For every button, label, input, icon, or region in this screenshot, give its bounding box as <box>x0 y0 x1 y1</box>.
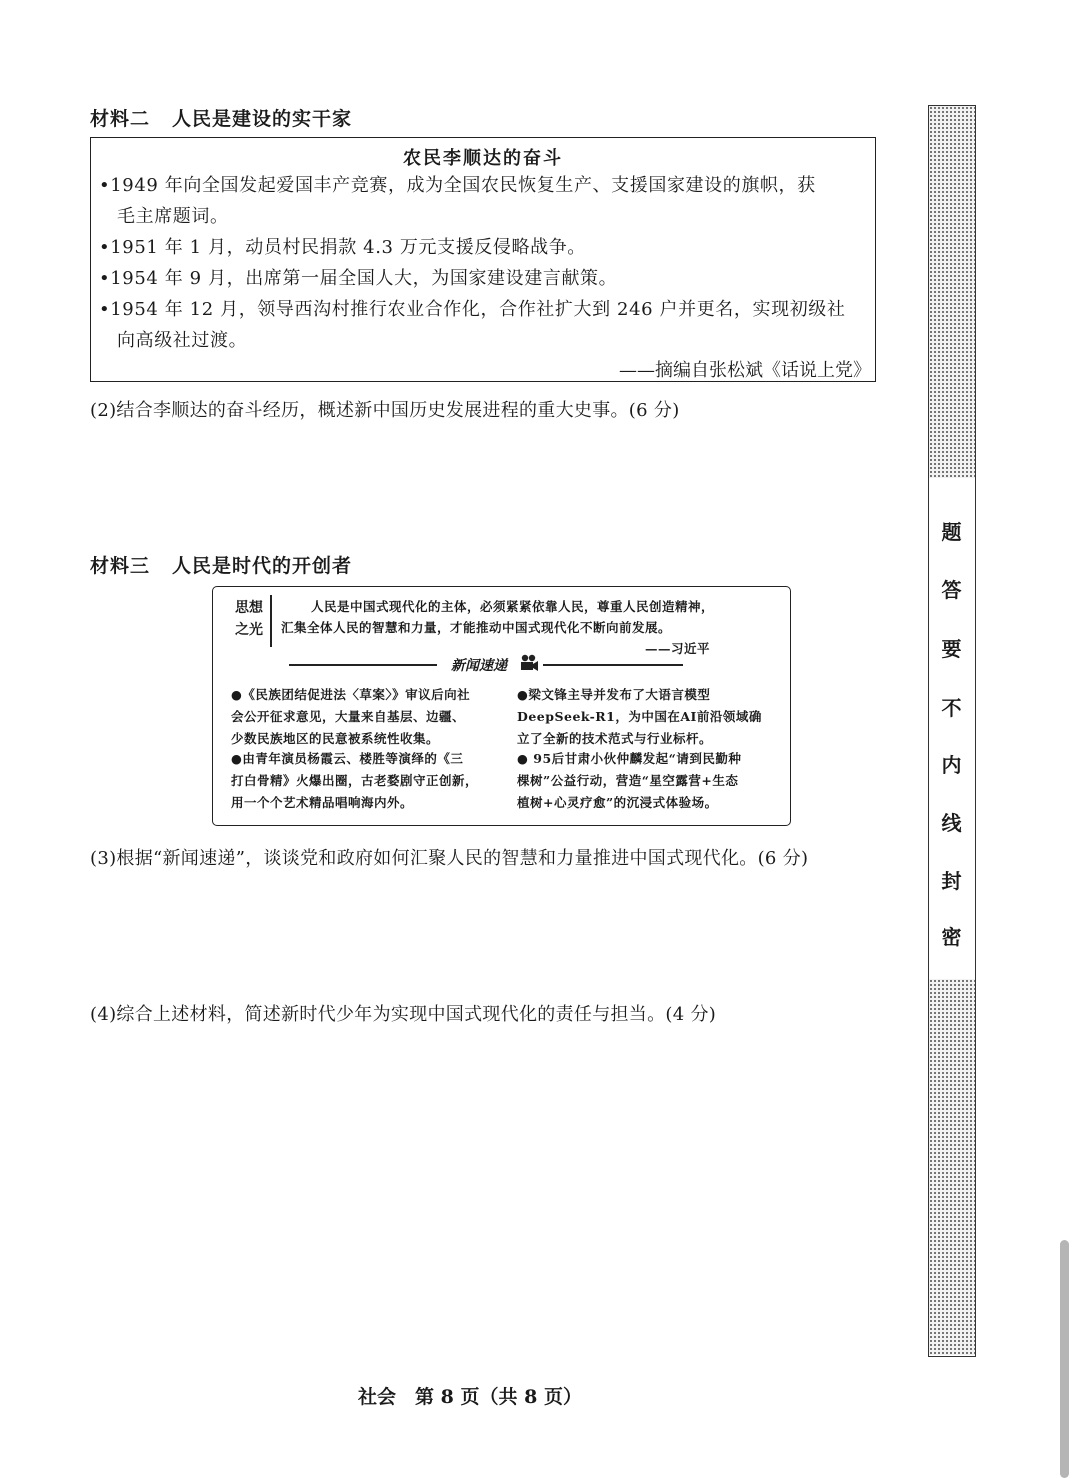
dotted-pattern-bottom <box>929 979 975 1355</box>
material2-line: •1951 年 1 月，动员村民捐款 4.3 万元支援反侵略战争。 <box>99 237 586 258</box>
strip-char: 要 <box>941 637 962 661</box>
news-right-line: DeepSeek-R1，为中国在AI前沿领域确 <box>517 709 762 724</box>
strip-char: 封 <box>941 869 962 893</box>
material2-line: 向高级社过渡。 <box>117 330 248 351</box>
news-left-line: 打白骨精》火爆出圈，古老婺剧守正创新， <box>231 773 479 788</box>
material2-label: 材料二 <box>90 108 151 130</box>
news-left-line: 用一个个艺术精品唱响海内外。 <box>231 795 414 810</box>
strip-char: 线 <box>941 811 962 835</box>
quote-line: 汇集全体人民的智慧和力量，才能推动中国式现代化不断向前发展。 <box>281 620 672 635</box>
question-4: (4)综合上述材料，简述新时代少年为实现中国式现代化的责任与担当。(4 分) <box>90 1004 717 1025</box>
news-left-line: ●《民族团结促进法〈草案〉》审议后向社 <box>231 687 471 702</box>
news-right-line: 植树+心灵疗愈”的沉浸式体验场。 <box>517 795 718 810</box>
page-footer: 社会 第 8 页（共 8 页） <box>358 1386 582 1408</box>
material2-line: 毛主席题词。 <box>117 206 229 227</box>
news-left-line: 会公开征求意见，大量来自基层、边疆、 <box>231 709 466 724</box>
camera-icon <box>519 653 539 673</box>
material3-title: 人民是时代的开创者 <box>172 555 353 577</box>
material2-box-title: 农民李顺达的奋斗 <box>403 148 563 169</box>
news-right-line: ●梁文锋主导并发布了大语言模型 <box>517 687 711 702</box>
material2-title: 人民是建设的实干家 <box>172 108 353 130</box>
quote-author: ——习近平 <box>645 641 711 656</box>
thought-label-line: 之光 <box>235 622 263 638</box>
news-rule-right <box>543 664 683 666</box>
news-right-line: 立了全新的技术范式与行业标杆。 <box>517 731 713 746</box>
strip-char: 内 <box>941 753 962 777</box>
sealing-line-strip <box>928 105 976 1357</box>
material2-line: •1949 年向全国发起爱国丰产竞赛，成为全国农民恢复生产、支援国家建设的旗帜，获 <box>99 175 816 196</box>
thought-label-line: 思想 <box>235 600 263 616</box>
news-right-line: ● 95后甘肃小伙仲麟发起“请到民勤种 <box>517 751 742 766</box>
strip-char: 不 <box>941 696 962 720</box>
quote-line: 人民是中国式现代化的主体，必须紧紧依靠人民，尊重人民创造精神， <box>311 599 715 614</box>
material2-line: •1954 年 9 月，出席第一届全国人大，为国家建设建言献策。 <box>99 268 618 289</box>
news-rule-left <box>289 664 437 666</box>
material2-box <box>90 137 876 382</box>
strip-char: 密 <box>941 925 962 949</box>
news-right-line: 棵树”公益行动，营造“星空露营+生态 <box>517 773 739 788</box>
material2-heading <box>90 104 352 131</box>
material3-heading <box>90 551 352 578</box>
dotted-pattern-top <box>929 106 975 478</box>
material2-source: ——摘编自张松斌《话说上党》 <box>619 360 871 381</box>
strip-char: 题 <box>941 520 962 544</box>
news-left-line: 少数民族地区的民意被系统性收集。 <box>231 731 440 746</box>
thought-divider <box>270 595 272 647</box>
question-3: (3)根据“新闻速递”，谈谈党和政府如何汇聚人民的智慧和力量推进中国式现代化。(6 分) <box>90 848 809 869</box>
material2-line: •1954 年 12 月，领导西沟村推行农业合作化，合作社扩大到 246 户并更名，实现初级社 <box>99 299 846 320</box>
material3-label: 材料三 <box>90 555 151 577</box>
question-2: (2)结合李顺达的奋斗经历，概述新中国历史发展进程的重大史事。(6 分) <box>90 400 680 421</box>
news-left-line: ●由青年演员杨霞云、楼胜等演绎的《三 <box>231 751 464 766</box>
scrollbar-thumb[interactable] <box>1060 1240 1069 1478</box>
thought-label <box>235 597 263 641</box>
material3-box <box>212 586 791 826</box>
strip-char: 答 <box>941 578 962 602</box>
news-title: 新闻速递 <box>451 658 507 674</box>
